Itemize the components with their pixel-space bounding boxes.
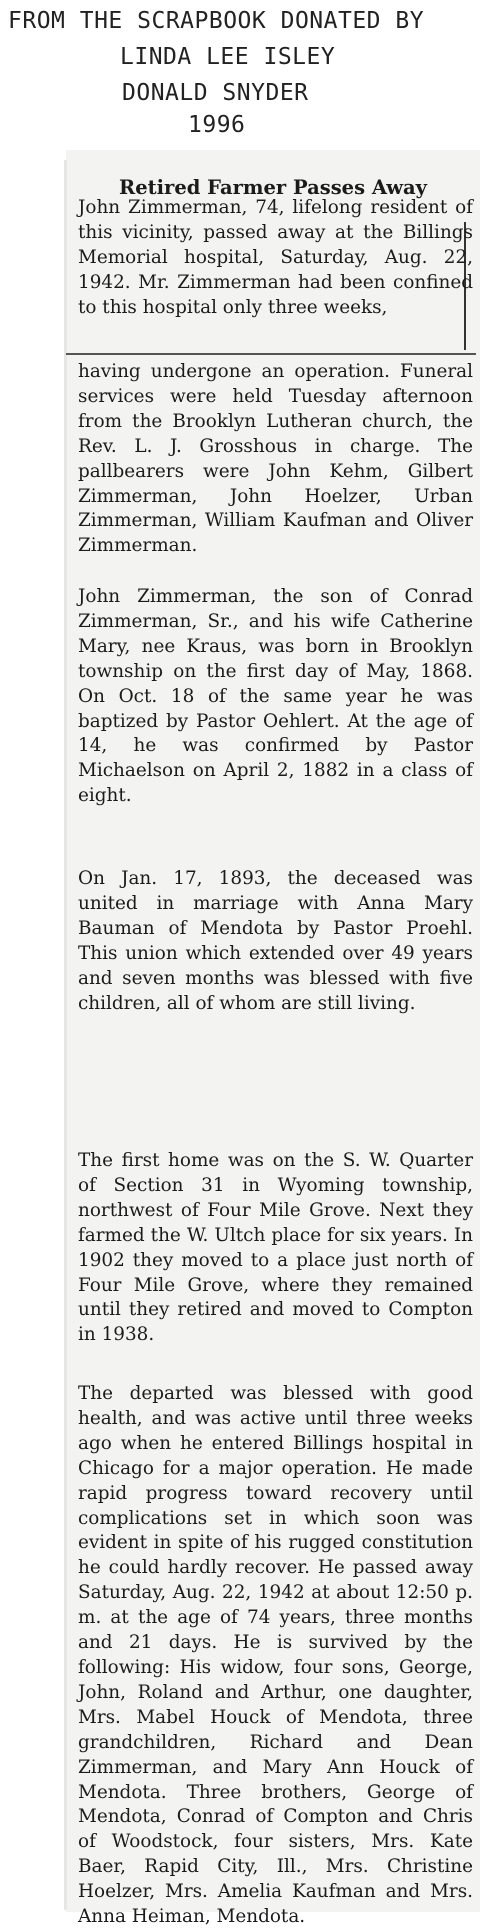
article-paragraph-5: The first home was on the S. W. Quarter of Section 31 in Wyoming township, northwest of Four Mile Grove. Next they farmed the W. Ultch place for six years. In 1902 they moved to a place just north of Four Mile Grove, where they remained until they retired and moved to Compton in 1938.	[78, 1150, 473, 1346]
article-paragraph-3: John Zimmerman, the son of Conrad Zimmerman, Sr., and his wife Catherine Mary, nee Kraus, was born in Brooklyn township on the first day of May, 1868. On Oct. 18 of the same year he was baptized by Pastor Oehlert. At the age of 14, he was confirmed by Pastor Michaelson on April 2, 1882 in a class of eight.	[78, 586, 473, 807]
header-line-donor-1: LINDA LEE ISLEY	[120, 44, 336, 70]
article-paragraph-1: John Zimmerman, 74, lifelong resident of this vicinity, passed away at the Billings Memorial hospital, Saturday, Aug. 22, 1942. Mr. Zimmerman had been confined to this hospital only three weeks,	[78, 197, 473, 318]
clipping-edge	[64, 160, 67, 1910]
scrapbook-header	[0, 0, 496, 150]
header-line-year: 1996	[188, 112, 246, 138]
article-paragraph-2: having undergone an operation. Funeral services were held Tuesday afternoon from the Brooklyn Lutheran church, the Rev. L. J. Grosshous in charge. The pallbearers were John Kehm, Gilbert Zimmerman, John Hoelzer, Urban Zimmerman, William Kaufman and Oliver Zimmerman.	[78, 361, 473, 557]
article-paragraph-4: On Jan. 17, 1893, the deceased was united in marriage with Anna Mary Bauman of Mendota by Pastor Proehl. This union which extended over 49 years and seven months was blessed with five children, all of whom are still living.	[78, 868, 473, 1014]
header-line-donated-by: FROM THE SCRAPBOOK DONATED BY	[8, 8, 425, 34]
article-headline: Retired Farmer Passes Away	[119, 176, 427, 199]
article-paragraph-6: The departed was blessed with good health, and was active until three weeks ago when he entered Billings hospital in Chicago for a major operation. He made rapid progress toward recovery until complications set in which soon was evident in spite of his rugged constitution he could hardly recover. He passed away Saturday, Aug. 22, 1942 at about 12:50 p. m. at the age of 74 years, three months and 21 days. He is survived by the following: His widow, four sons, George, John, Roland and Arthur, one daughter, Mrs. Mabel Houck of Mendota, three grandchildren, Richard and Dean Zimmerman, and Mary Ann Houck of Mendota. Three brothers, George of Mendota, Conrad of Compton and Chris of Woodstock, four sisters, Mrs. Kate Baer, Rapid City, Ill., Mrs. Christine Hoelzer, Mrs. Amelia Kaufman and Mrs. Anna Heiman, Mendota.	[78, 1383, 473, 1928]
header-line-donor-2: DONALD SNYDER	[122, 80, 309, 106]
